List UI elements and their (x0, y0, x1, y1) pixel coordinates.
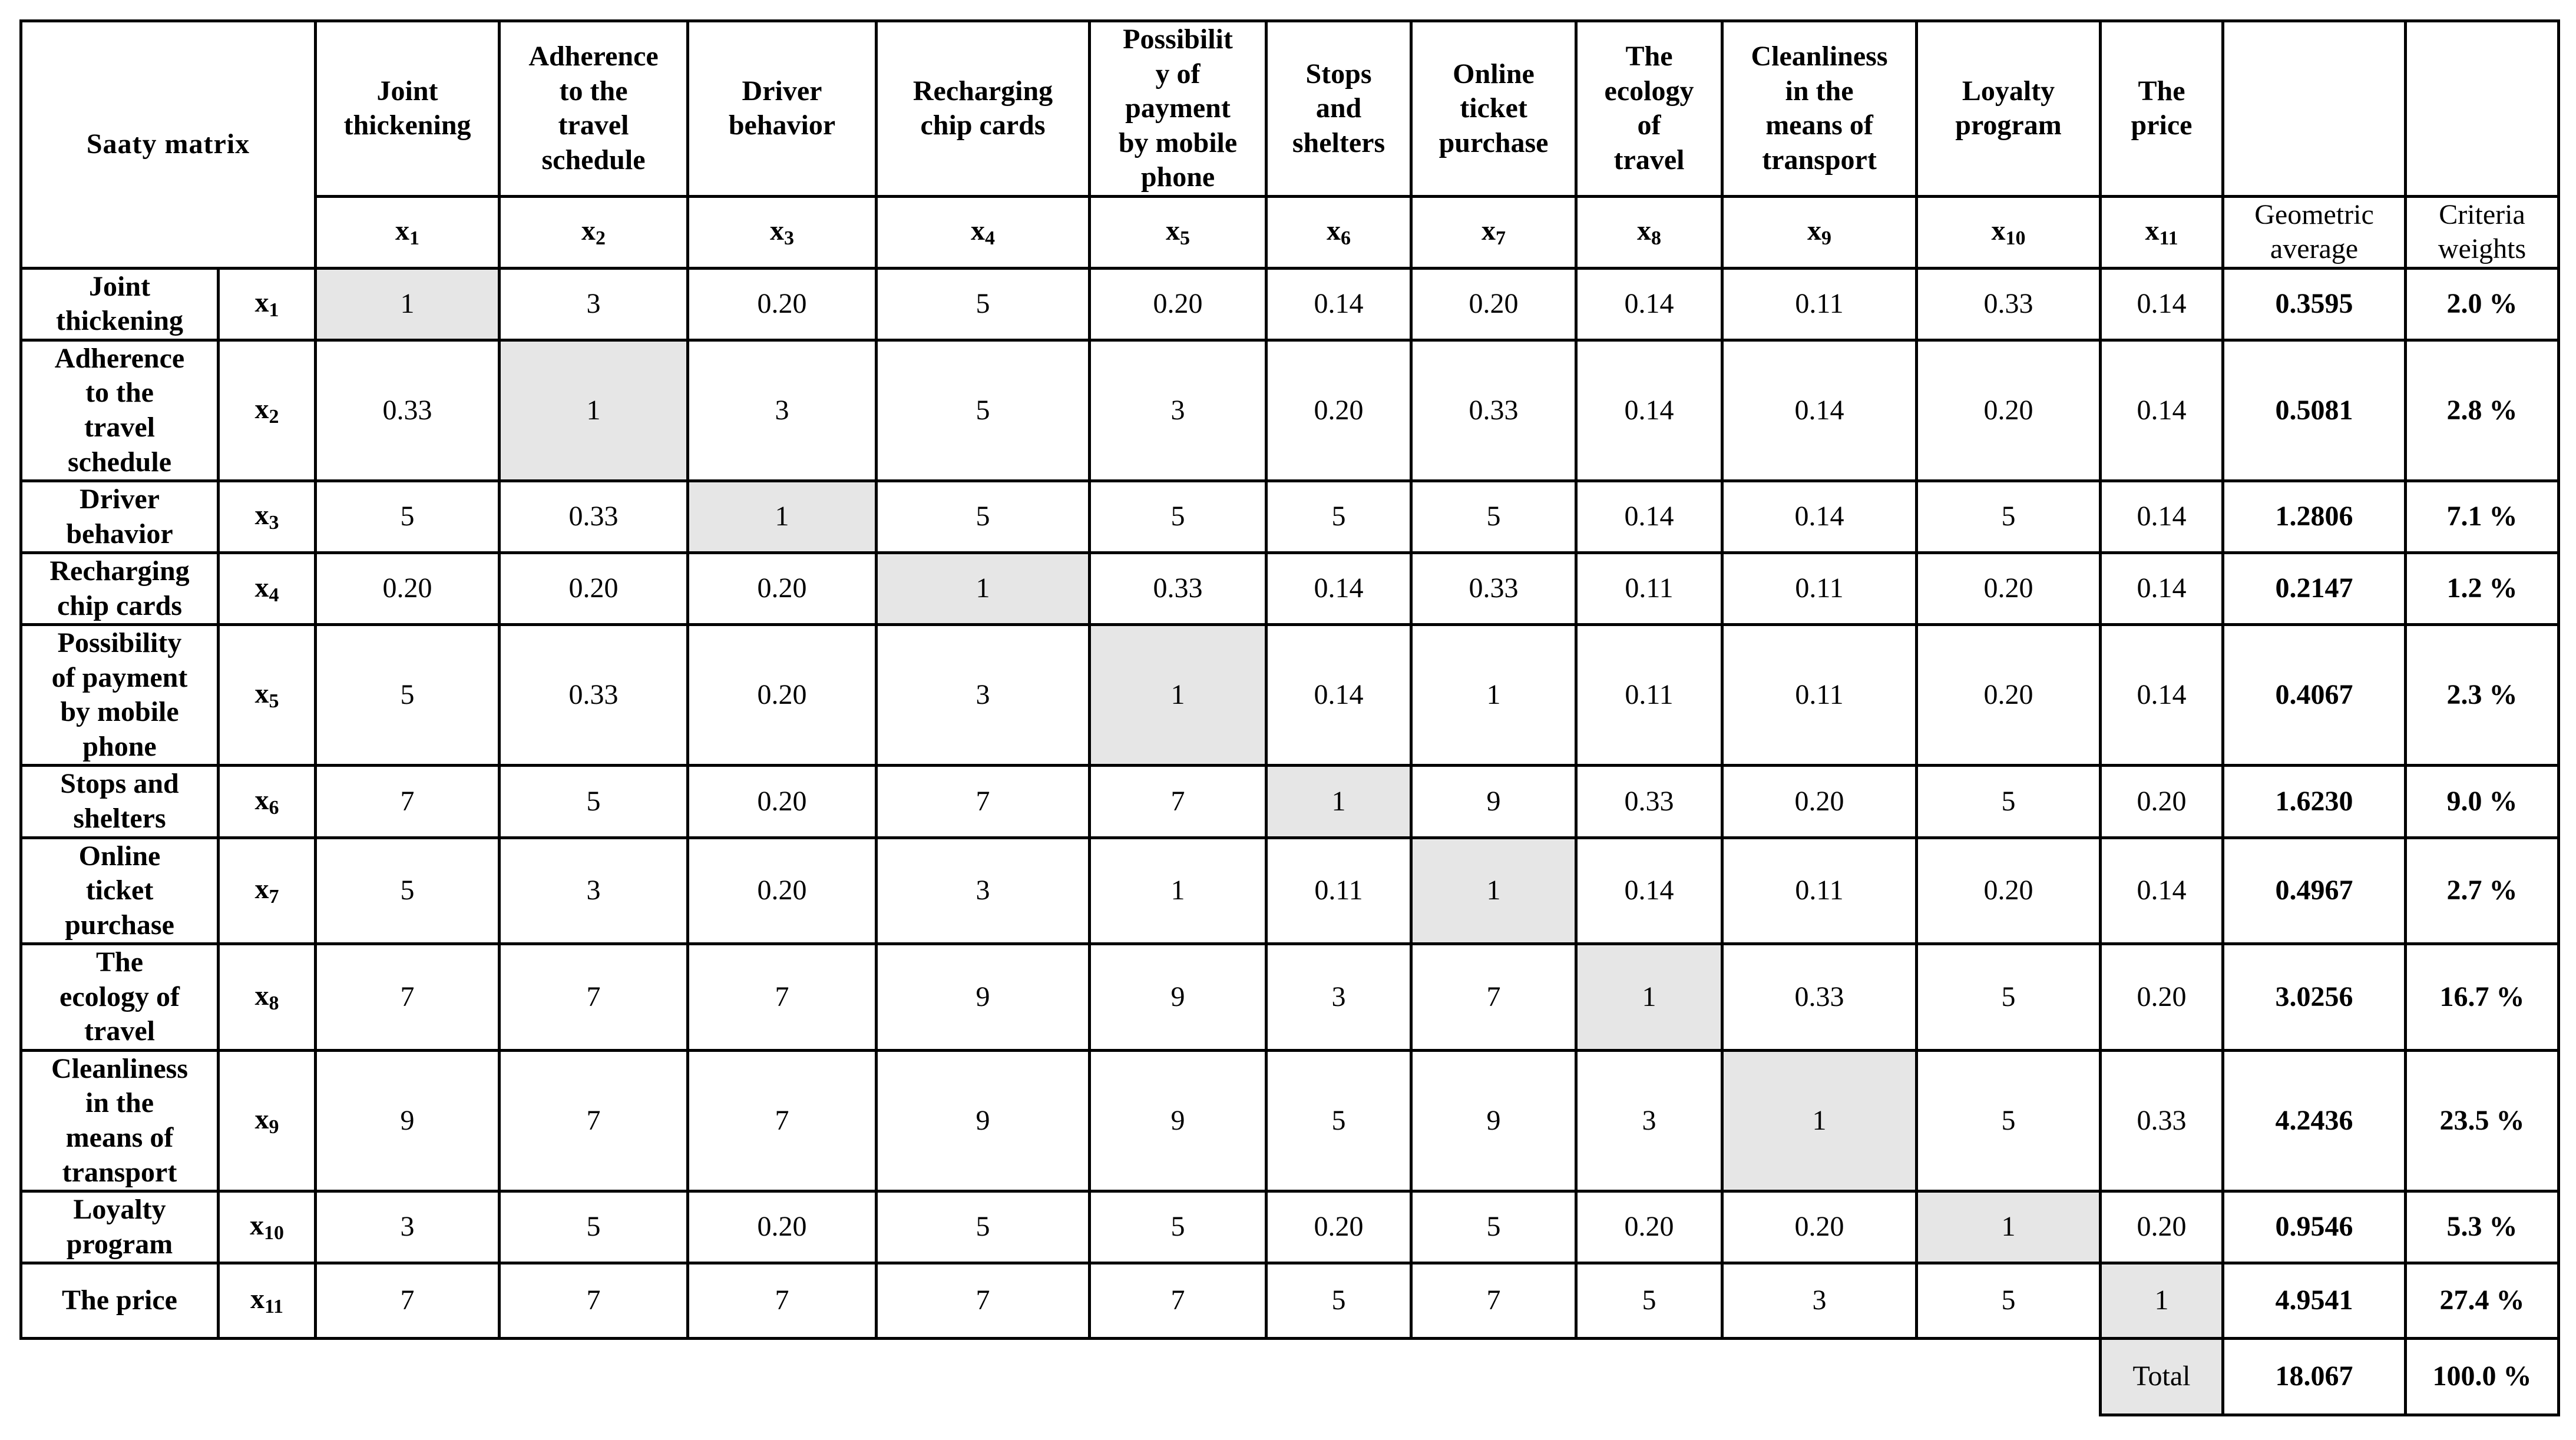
matrix-cell: 0.33 (500, 625, 688, 766)
matrix-cell: 3 (877, 625, 1090, 766)
variable-symbol: x (1991, 215, 2006, 247)
matrix-cell: 0.14 (1576, 340, 1722, 481)
matrix-cell: 3 (1576, 1050, 1722, 1191)
column-header-criterion: The ecology of travel (1576, 21, 1722, 197)
row-criterion-name: Joint thickening (21, 268, 219, 340)
row-variable-label (219, 837, 316, 944)
matrix-cell: 0.20 (1917, 340, 2101, 481)
matrix-cell: 3 (316, 1191, 500, 1263)
row-criterion-name: Possibility of payment by mobile phone (21, 625, 219, 766)
column-header-criterion: Cleanliness in the means of transport (1722, 21, 1917, 197)
matrix-cell: 0.14 (1266, 553, 1411, 625)
variable-index: 5 (269, 690, 279, 713)
matrix-cell: 0.14 (1576, 268, 1722, 340)
variable-index: 8 (1651, 227, 1662, 250)
matrix-cell: 5 (1266, 1050, 1411, 1191)
variable-index: 6 (1341, 227, 1351, 250)
matrix-cell: 7 (688, 944, 877, 1051)
saaty-matrix-table (19, 19, 2560, 1416)
variable-symbol: x (250, 1283, 264, 1315)
variable-symbol: x (1482, 215, 1496, 247)
table-row (21, 944, 2559, 1051)
matrix-cell: 5 (316, 837, 500, 944)
matrix-cell: 0.11 (1576, 625, 1722, 766)
geometric-average-cell: 0.5081 (2223, 340, 2406, 481)
diagonal-cell: 1 (1266, 766, 1411, 837)
matrix-cell: 5 (316, 481, 500, 553)
diagonal-cell: 1 (1722, 1050, 1917, 1191)
header-empty-cell (2223, 21, 2406, 197)
variable-symbol: x (254, 873, 269, 905)
matrix-cell: 5 (1266, 481, 1411, 553)
matrix-cell: 7 (877, 766, 1090, 837)
variable-symbol: x (1166, 215, 1180, 247)
row-variable-label (219, 268, 316, 340)
matrix-cell: 9 (1411, 766, 1576, 837)
variable-symbol: x (254, 979, 269, 1011)
matrix-cell: 3 (1722, 1263, 1917, 1339)
matrix-cell: 0.33 (1090, 553, 1266, 625)
header-empty-cell (2406, 21, 2559, 197)
matrix-cell: 9 (1090, 944, 1266, 1051)
matrix-cell: 0.20 (1576, 1191, 1722, 1263)
matrix-cell: 5 (877, 340, 1090, 481)
matrix-cell: 7 (877, 1263, 1090, 1339)
variable-index: 9 (1821, 227, 1832, 250)
row-variable-label (219, 481, 316, 553)
matrix-cell: 0.14 (2101, 268, 2223, 340)
variable-symbol: x (971, 215, 986, 247)
matrix-cell: 5 (1411, 481, 1576, 553)
row-variable-label (219, 1263, 316, 1339)
variable-index: 10 (264, 1222, 284, 1244)
row-criterion-name: Driver behavior (21, 481, 219, 553)
matrix-cell: 9 (1090, 1050, 1266, 1191)
criteria-weight-cell: 2.8 % (2406, 340, 2559, 481)
matrix-cell: 5 (316, 625, 500, 766)
matrix-cell: 0.14 (2101, 340, 2223, 481)
variable-index: 2 (269, 405, 279, 428)
row-criterion-name: The ecology of travel (21, 944, 219, 1051)
matrix-cell: 0.33 (316, 340, 500, 481)
matrix-cell: 7 (688, 1263, 877, 1339)
matrix-cell: 9 (877, 944, 1090, 1051)
matrix-cell: 0.11 (1722, 268, 1917, 340)
matrix-cell: 0.14 (1576, 837, 1722, 944)
table-row (21, 1191, 2559, 1263)
variable-symbol: x (254, 499, 269, 531)
table-row (21, 553, 2559, 625)
geometric-average-cell: 0.3595 (2223, 268, 2406, 340)
matrix-cell: 5 (500, 766, 688, 837)
matrix-cell: 0.11 (1722, 553, 1917, 625)
column-variable-label (1722, 196, 1917, 268)
matrix-cell: 5 (1917, 766, 2101, 837)
matrix-cell: 0.20 (2101, 766, 2223, 837)
matrix-cell: 5 (877, 481, 1090, 553)
row-variable-label (219, 625, 316, 766)
total-row-spacer (21, 1339, 2101, 1415)
criteria-weight-cell: 7.1 % (2406, 481, 2559, 553)
matrix-cell: 0.33 (1576, 766, 1722, 837)
matrix-cell: 5 (1917, 1050, 2101, 1191)
variable-index: 4 (269, 584, 279, 606)
table-row (21, 481, 2559, 553)
matrix-cell: 7 (1411, 1263, 1576, 1339)
row-criterion-name: Cleanliness in the means of transport (21, 1050, 219, 1191)
diagonal-cell: 1 (877, 553, 1090, 625)
row-variable-label (219, 944, 316, 1051)
column-header-criterion: Online ticket purchase (1411, 21, 1576, 197)
table-row (21, 268, 2559, 340)
column-variable-label (2101, 196, 2223, 268)
geometric-average-cell: 0.9546 (2223, 1191, 2406, 1263)
variable-symbol: x (581, 215, 596, 247)
diagonal-cell: 1 (1576, 944, 1722, 1051)
matrix-cell: 5 (1266, 1263, 1411, 1339)
matrix-cell: 3 (1266, 944, 1411, 1051)
matrix-title: Saaty matrix (21, 21, 316, 269)
variable-symbol: x (770, 215, 785, 247)
geometric-average-cell: 4.9541 (2223, 1263, 2406, 1339)
variable-symbol: x (254, 393, 269, 425)
matrix-cell: 5 (1090, 1191, 1266, 1263)
matrix-cell: 7 (316, 766, 500, 837)
variable-index: 3 (784, 227, 795, 250)
total-criteria-weights: 100.0 % (2406, 1339, 2559, 1415)
matrix-cell: 0.20 (2101, 944, 2223, 1051)
total-row (21, 1339, 2559, 1415)
variable-index: 11 (264, 1296, 284, 1318)
matrix-cell: 0.20 (1266, 1191, 1411, 1263)
geometric-average-cell: 0.2147 (2223, 553, 2406, 625)
variable-index: 5 (1180, 227, 1191, 250)
geometric-average-cell: 0.4067 (2223, 625, 2406, 766)
variable-index: 3 (269, 512, 279, 534)
column-variable-label (500, 196, 688, 268)
column-variable-label (1576, 196, 1722, 268)
variable-index: 6 (269, 796, 279, 819)
matrix-cell: 3 (1090, 340, 1266, 481)
row-variable-label (219, 340, 316, 481)
matrix-cell: 7 (316, 1263, 500, 1339)
total-geometric-average: 18.067 (2223, 1339, 2406, 1415)
matrix-cell: 5 (1090, 481, 1266, 553)
variable-index: 10 (2005, 227, 2026, 250)
criteria-weight-cell: 2.3 % (2406, 625, 2559, 766)
diagonal-cell: 1 (2101, 1263, 2223, 1339)
variable-symbol: x (254, 1103, 269, 1135)
matrix-cell: 0.14 (2101, 553, 2223, 625)
matrix-cell: 0.20 (688, 553, 877, 625)
row-variable-label (219, 1191, 316, 1263)
variable-index: 1 (269, 299, 279, 322)
matrix-cell: 5 (500, 1191, 688, 1263)
row-criterion-name: The price (21, 1263, 219, 1339)
column-variable-label (1090, 196, 1266, 268)
criteria-weight-cell: 2.7 % (2406, 837, 2559, 944)
row-variable-label (219, 766, 316, 837)
column-variable-label (316, 196, 500, 268)
criteria-weight-cell: 27.4 % (2406, 1263, 2559, 1339)
variable-index: 9 (269, 1115, 279, 1138)
matrix-cell: 0.14 (1266, 268, 1411, 340)
matrix-cell: 0.33 (500, 481, 688, 553)
matrix-cell: 3 (500, 837, 688, 944)
matrix-cell: 1 (1411, 625, 1576, 766)
table-row (21, 766, 2559, 837)
diagonal-cell: 1 (316, 268, 500, 340)
matrix-cell: 0.33 (2101, 1050, 2223, 1191)
geometric-average-cell: 3.0256 (2223, 944, 2406, 1051)
criteria-weight-cell: 1.2 % (2406, 553, 2559, 625)
criteria-weight-cell: 16.7 % (2406, 944, 2559, 1051)
matrix-cell: 0.14 (2101, 625, 2223, 766)
matrix-cell: 0.20 (688, 625, 877, 766)
matrix-cell: 0.20 (1266, 340, 1411, 481)
geometric-average-header: Geometric average (2223, 196, 2406, 268)
matrix-cell: 0.14 (2101, 837, 2223, 944)
variable-symbol: x (1637, 215, 1652, 247)
matrix-cell: 3 (688, 340, 877, 481)
row-criterion-name: Loyalty program (21, 1191, 219, 1263)
matrix-cell: 0.20 (1917, 553, 2101, 625)
column-header-criterion: Possibilit y of payment by mobile phone (1090, 21, 1266, 197)
matrix-cell: 0.14 (1576, 481, 1722, 553)
row-criterion-name: Recharging chip cards (21, 553, 219, 625)
matrix-cell: 1 (1090, 837, 1266, 944)
variable-index: 11 (2159, 227, 2178, 250)
row-criterion-name: Online ticket purchase (21, 837, 219, 944)
variable-index: 4 (985, 227, 996, 250)
variable-index: 8 (269, 992, 279, 1014)
matrix-cell: 7 (500, 1263, 688, 1339)
matrix-cell: 0.33 (1917, 268, 2101, 340)
variable-symbol: x (395, 215, 410, 247)
variable-symbol: x (1807, 215, 1822, 247)
matrix-cell: 0.20 (1090, 268, 1266, 340)
matrix-cell: 0.33 (1411, 553, 1576, 625)
row-variable-label (219, 1050, 316, 1191)
matrix-cell: 0.20 (1722, 766, 1917, 837)
matrix-cell: 0.14 (1722, 481, 1917, 553)
matrix-cell: 0.20 (1722, 1191, 1917, 1263)
geometric-average-cell: 4.2436 (2223, 1050, 2406, 1191)
diagonal-cell: 1 (1090, 625, 1266, 766)
matrix-cell: 5 (877, 268, 1090, 340)
matrix-cell: 0.11 (1266, 837, 1411, 944)
column-variable-label (1917, 196, 2101, 268)
matrix-cell: 7 (500, 1050, 688, 1191)
matrix-cell: 0.33 (1722, 944, 1917, 1051)
column-variable-label (1411, 196, 1576, 268)
matrix-cell: 3 (500, 268, 688, 340)
matrix-cell: 7 (1411, 944, 1576, 1051)
diagonal-cell: 1 (688, 481, 877, 553)
table-row (21, 340, 2559, 481)
header-row (21, 21, 2559, 197)
criteria-weight-cell: 23.5 % (2406, 1050, 2559, 1191)
column-header-criterion: Loyalty program (1917, 21, 2101, 197)
matrix-cell: 7 (688, 1050, 877, 1191)
variable-symbol: x (1327, 215, 1341, 247)
matrix-cell: 5 (1411, 1191, 1576, 1263)
column-header-criterion: Adherence to the travel schedule (500, 21, 688, 197)
matrix-cell: 9 (316, 1050, 500, 1191)
table-row (21, 837, 2559, 944)
matrix-cell: 0.14 (1266, 625, 1411, 766)
matrix-cell: 7 (500, 944, 688, 1051)
geometric-average-cell: 1.6230 (2223, 766, 2406, 837)
column-header-criterion: Driver behavior (688, 21, 877, 197)
matrix-cell: 0.20 (1411, 268, 1576, 340)
matrix-cell: 5 (877, 1191, 1090, 1263)
row-variable-label (219, 553, 316, 625)
table-row (21, 625, 2559, 766)
table-row (21, 1050, 2559, 1191)
column-header-criterion: The price (2101, 21, 2223, 197)
matrix-cell: 7 (316, 944, 500, 1051)
column-variable-label (877, 196, 1090, 268)
matrix-cell: 0.20 (688, 837, 877, 944)
matrix-cell: 0.20 (1917, 625, 2101, 766)
variable-symbol: x (250, 1210, 264, 1242)
matrix-cell: 7 (1090, 1263, 1266, 1339)
column-variable-label (688, 196, 877, 268)
matrix-cell: 5 (1917, 944, 2101, 1051)
row-criterion-name: Adherence to the travel schedule (21, 340, 219, 481)
column-header-criterion: Stops and shelters (1266, 21, 1411, 197)
diagonal-cell: 1 (500, 340, 688, 481)
criteria-weights-header: Criteria weights (2406, 196, 2559, 268)
total-label: Total (2101, 1339, 2223, 1415)
variable-symbol: x (254, 678, 269, 710)
matrix-cell: 0.11 (1722, 837, 1917, 944)
geometric-average-cell: 0.4967 (2223, 837, 2406, 944)
matrix-cell: 0.14 (2101, 481, 2223, 553)
matrix-cell: 5 (1917, 1263, 2101, 1339)
variable-index: 7 (269, 886, 279, 908)
matrix-cell: 0.14 (1722, 340, 1917, 481)
matrix-cell: 0.11 (1576, 553, 1722, 625)
matrix-cell: 3 (877, 837, 1090, 944)
variable-symbol: x (2145, 215, 2160, 247)
matrix-cell: 7 (1090, 766, 1266, 837)
matrix-cell: 5 (1917, 481, 2101, 553)
column-header-criterion: Joint thickening (316, 21, 500, 197)
variable-index: 7 (1496, 227, 1506, 250)
matrix-cell: 0.20 (316, 553, 500, 625)
matrix-cell: 0.20 (500, 553, 688, 625)
matrix-cell: 0.33 (1411, 340, 1576, 481)
matrix-cell: 0.20 (688, 1191, 877, 1263)
matrix-cell: 9 (877, 1050, 1090, 1191)
criteria-weight-cell: 2.0 % (2406, 268, 2559, 340)
variable-header-row (21, 196, 2559, 268)
variable-index: 2 (596, 227, 606, 250)
table-row (21, 1263, 2559, 1339)
criteria-weight-cell: 9.0 % (2406, 766, 2559, 837)
column-header-criterion: Recharging chip cards (877, 21, 1090, 197)
column-variable-label (1266, 196, 1411, 268)
matrix-cell: 0.20 (1917, 837, 2101, 944)
matrix-cell: 9 (1411, 1050, 1576, 1191)
matrix-cell: 0.11 (1722, 625, 1917, 766)
matrix-cell: 5 (1576, 1263, 1722, 1339)
diagonal-cell: 1 (1917, 1191, 2101, 1263)
variable-symbol: x (254, 571, 269, 603)
matrix-cell: 0.20 (2101, 1191, 2223, 1263)
matrix-cell: 0.20 (688, 268, 877, 340)
matrix-cell: 0.20 (688, 766, 877, 837)
geometric-average-cell: 1.2806 (2223, 481, 2406, 553)
variable-index: 1 (409, 227, 420, 250)
diagonal-cell: 1 (1411, 837, 1576, 944)
variable-symbol: x (254, 784, 269, 816)
row-criterion-name: Stops and shelters (21, 766, 219, 837)
variable-symbol: x (254, 287, 269, 319)
criteria-weight-cell: 5.3 % (2406, 1191, 2559, 1263)
